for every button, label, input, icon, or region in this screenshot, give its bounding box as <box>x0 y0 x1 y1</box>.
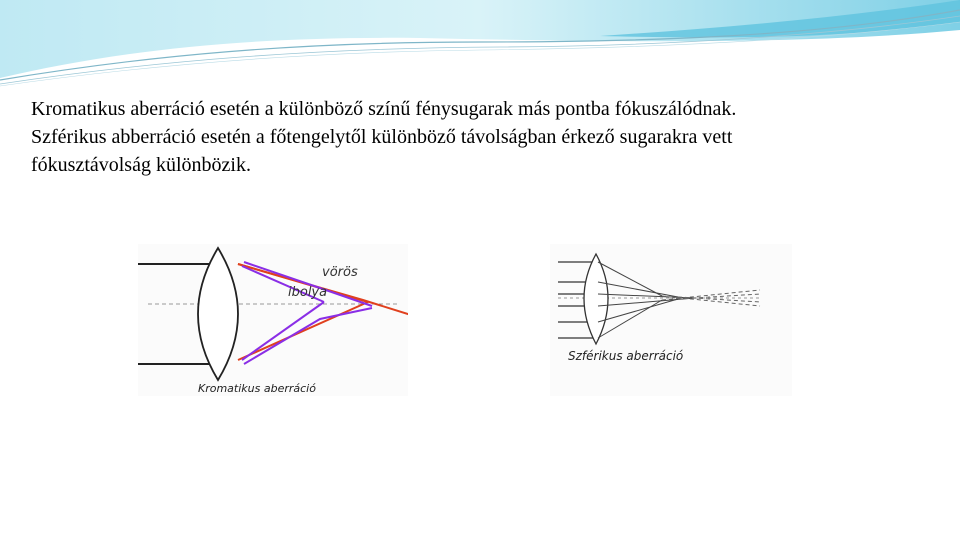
body-text <box>31 95 931 179</box>
label-red: vörös <box>322 265 358 280</box>
body-line-3: fókusztávolság különbözik. <box>31 154 251 176</box>
caption-chromatic: Kromatikus aberráció <box>198 382 316 395</box>
body-line-2: Szférikus abberráció esetén a főtengelytől különböző távolságban érkező sugarakra vett <box>31 126 733 148</box>
figure-background <box>138 244 408 396</box>
caption-spherical: Szférikus aberráció <box>568 349 684 363</box>
chromatic-aberration-figure <box>138 244 408 396</box>
spherical-aberration-figure <box>550 244 792 396</box>
wave-band-upper <box>0 0 960 78</box>
header-wave-decoration <box>0 0 960 90</box>
body-line-1: Kromatikus aberráció esetén a különböző színű fénysugarak más pontba fókuszálódnak. <box>31 98 737 120</box>
label-violet: ibolya <box>288 285 328 300</box>
